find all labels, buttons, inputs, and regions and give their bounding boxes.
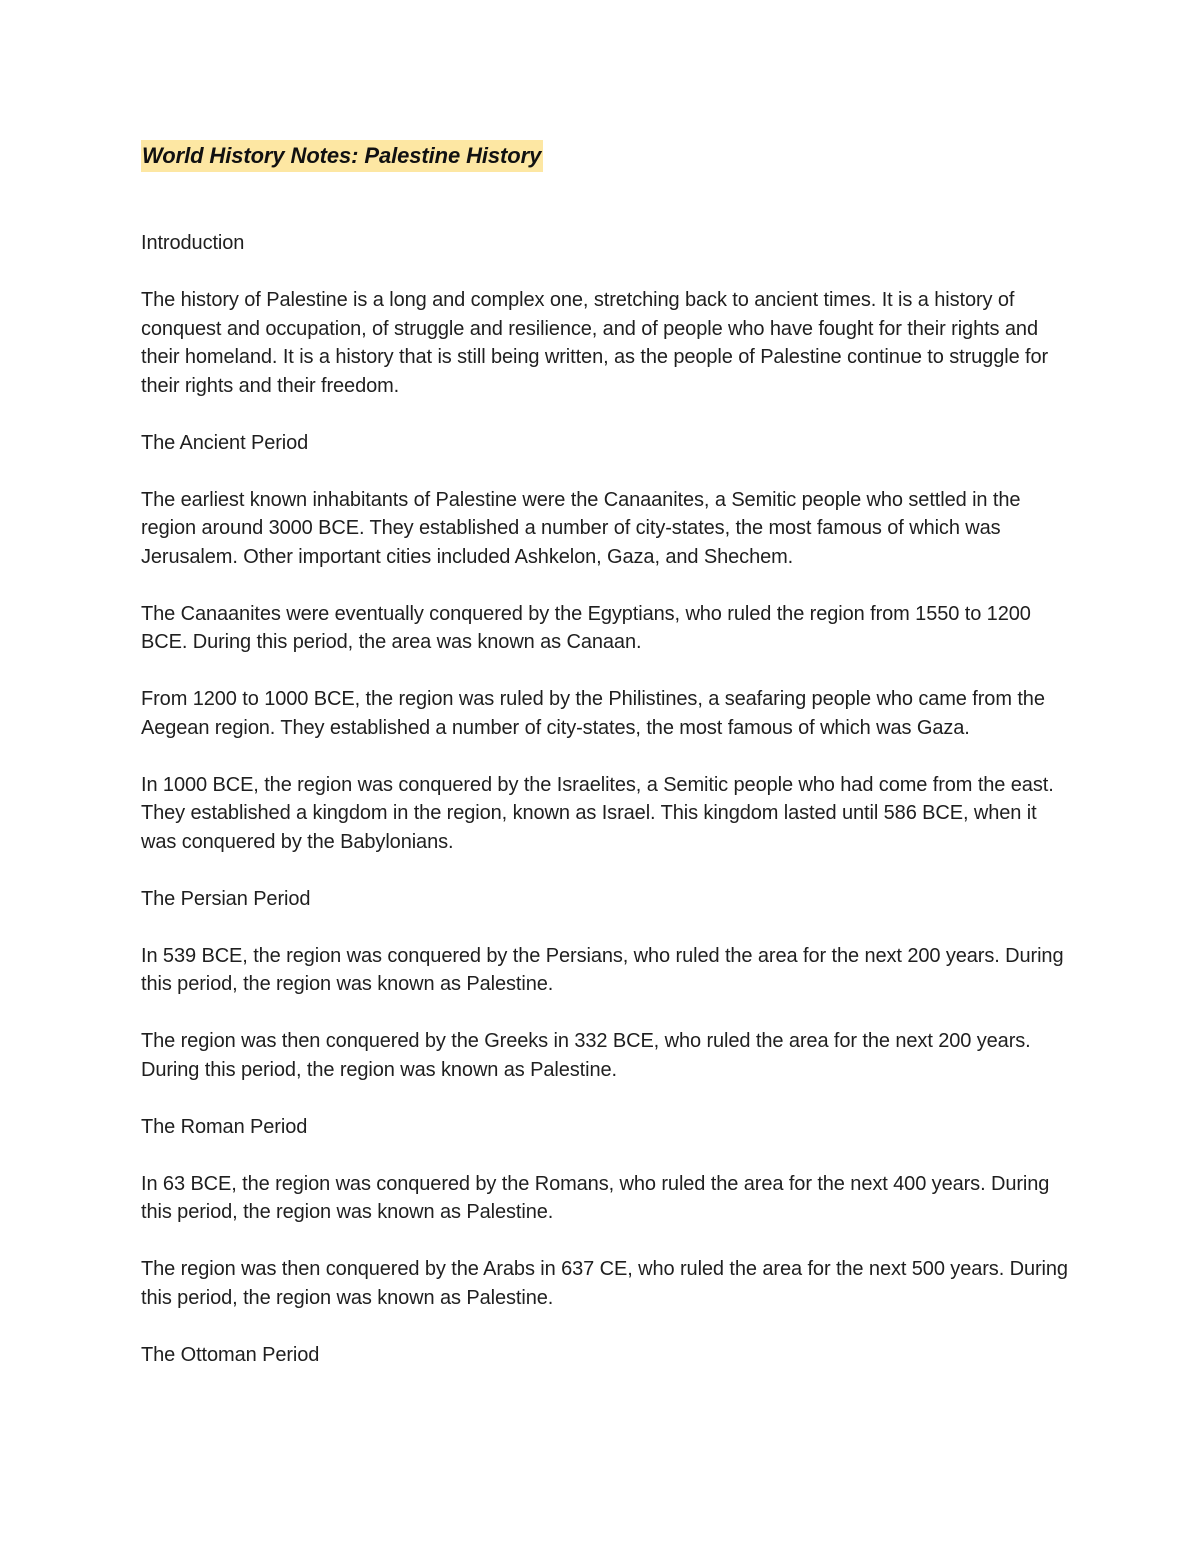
paragraph-canaanites: The earliest known inhabitants of Palestine were the Canaanites, a Semitic people who settled in the region around 3000 BCE. They established a number of city-states, the most famous of which was Jerusalem. Other important cities included Ashkelon, Gaza, and Shechem. [141, 488, 1021, 568]
section-heading-ottoman-period: The Ottoman Period [141, 1343, 320, 1366]
section-heading-ancient-period: The Ancient Period [141, 431, 309, 454]
title-wrap [141, 140, 1071, 172]
paragraph-arabs: The region was then conquered by the Arabs in 637 CE, who ruled the area for the next 500 years. During this period, the region was known as Palestine. [141, 1258, 1068, 1309]
paragraph-philistines: From 1200 to 1000 BCE, the region was ruled by the Philistines, a seafaring people who came from the Aegean region. They established a number of city-states, the most famous of which was Gaza. [141, 688, 1045, 739]
section-heading-roman-period: The Roman Period [141, 1115, 308, 1138]
paragraph-persians: In 539 BCE, the region was conquered by the Persians, who ruled the area for the next 200 years. During this period, the region was known as Palestine. [141, 944, 1064, 995]
paragraph-greeks: The region was then conquered by the Greeks in 332 BCE, who ruled the area for the next 200 years. During this period, the region was known as Palestine. [141, 1030, 1031, 1081]
section-heading-persian-period: The Persian Period [141, 887, 311, 910]
paragraph-romans: In 63 BCE, the region was conquered by the Romans, who ruled the area for the next 400 years. During this period, the region was known as Palestine. [141, 1172, 1050, 1223]
page-title: World History Notes: Palestine History [141, 140, 543, 172]
paragraph-introduction: The history of Palestine is a long and complex one, stretching back to ancient times. It is a history of conquest and occupation, of struggle and resilience, and of people who have fought for their rights and their homeland. It is a history that is still being written, as the people of Palestine continue to struggle for their rights and their freedom. [141, 289, 1049, 397]
paragraph-israelites: In 1000 BCE, the region was conquered by the Israelites, a Semitic people who had come from the east. They established a kingdom in the region, known as Israel. This kingdom lasted until 586 BCE, when it was conquered by the Babylonians. [141, 773, 1054, 853]
document-body [141, 140, 1071, 1398]
section-heading-introduction: Introduction [141, 232, 245, 254]
paragraph-egyptians: The Canaanites were eventually conquered by the Egyptians, who ruled the region from 1550 to 1200 BCE. During this period, the area was known as Canaan. [141, 602, 1031, 653]
